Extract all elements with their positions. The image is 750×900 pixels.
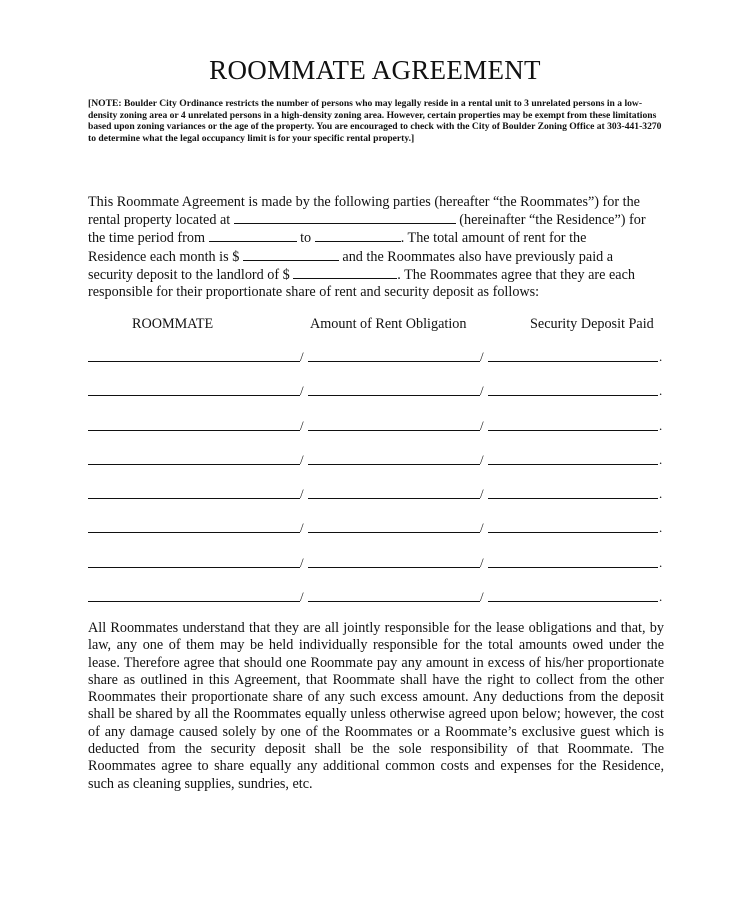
- closing-paragraph: All Roommates understand that they are all jointly responsible for the lease obligations and that, by law, any one of them may be held individually responsible for the total amounts owed under the lease. Therefore agree that should one Roommate pay any amount in excess of his/her proportionate share as outlined in this Agreement, that Roommate shall have the right to collect from the other Roommates their proportionate share of any such excess amount. Any deductions from the deposit shall be shared by all the Roommates equally unless otherwise agreed upon below; however, the cost of any damage caused solely by one of the Roommates or a Roommate’s exclusive guest which is deducted from the security deposit shall be the sole responsibility of that Roommate. The Roommates agree to share equally any additional common costs and expenses for the Residence, such as cleaning supplies, sundries, etc.: [88, 620, 664, 792]
- intro-paragraph: [88, 194, 668, 301]
- row-separator: /: [480, 349, 484, 364]
- security-deposit-field[interactable]: [293, 266, 397, 279]
- row-separator: /: [300, 554, 304, 570]
- row-separator: /: [300, 451, 304, 467]
- deposit-paid-field[interactable]: [488, 601, 658, 602]
- rent-obligation-field[interactable]: [308, 601, 480, 602]
- roommate-name-field[interactable]: [88, 532, 300, 533]
- table-row: [88, 517, 668, 551]
- roommate-name-field[interactable]: [88, 361, 300, 362]
- row-separator: /: [480, 554, 484, 570]
- deposit-paid-field[interactable]: [488, 430, 658, 431]
- row-end-mark: .: [659, 451, 663, 467]
- intro-line-5: [88, 266, 668, 284]
- row-separator: /: [300, 417, 304, 433]
- row-end-mark: .: [659, 486, 663, 502]
- row-separator: /: [480, 451, 484, 467]
- intro-line-4: [88, 248, 668, 266]
- rent-obligation-field[interactable]: [308, 430, 480, 431]
- row-end-mark: .: [659, 589, 663, 605]
- table-row: [88, 552, 668, 586]
- row-separator: /: [300, 486, 304, 502]
- row-separator: /: [300, 383, 304, 399]
- rent-obligation-field[interactable]: [308, 532, 480, 533]
- row-end-mark: .: [659, 383, 663, 399]
- roommate-name-field[interactable]: [88, 498, 300, 499]
- row-separator: /: [480, 417, 484, 433]
- row-separator: /: [300, 589, 304, 605]
- roommate-name-field[interactable]: [88, 567, 300, 568]
- roommate-name-field[interactable]: [88, 464, 300, 465]
- rent-obligation-field[interactable]: [308, 464, 480, 465]
- table-row: [88, 586, 668, 620]
- column-header-rent: Amount of Rent Obligation: [310, 316, 467, 332]
- intro-line-4-start: Residence each month is $: [88, 248, 240, 265]
- intro-line-3-end: . The total amount of rent for the: [400, 230, 587, 247]
- row-end-mark: .: [659, 554, 663, 570]
- table-row: [88, 346, 668, 380]
- intro-line-5-end: . The Roommates agree that they are each: [397, 266, 635, 283]
- deposit-paid-field[interactable]: [488, 464, 658, 465]
- intro-line-6: responsible for their proportionate share of rent and security deposit as follows:: [88, 284, 540, 301]
- intro-line-3: [88, 229, 668, 247]
- intro-line-3-start: the time period from: [88, 230, 206, 247]
- row-separator: /: [300, 349, 304, 364]
- property-address-field[interactable]: [234, 211, 456, 224]
- row-end-mark: .: [659, 520, 663, 536]
- deposit-paid-field[interactable]: [488, 532, 658, 533]
- deposit-paid-field[interactable]: [488, 395, 658, 396]
- table-row: [88, 483, 668, 517]
- intro-line-2-start: rental property located at: [88, 212, 231, 229]
- rent-obligation-field[interactable]: [308, 498, 480, 499]
- row-separator: /: [480, 383, 484, 399]
- deposit-paid-field[interactable]: [488, 567, 658, 568]
- table-row: [88, 449, 668, 483]
- roommate-table: [88, 346, 668, 620]
- period-start-field[interactable]: [209, 229, 297, 242]
- deposit-paid-field[interactable]: [488, 361, 658, 362]
- rent-obligation-field[interactable]: [308, 361, 480, 362]
- row-separator: /: [300, 520, 304, 536]
- roommate-name-field[interactable]: [88, 430, 300, 431]
- row-separator: /: [480, 486, 484, 502]
- rent-obligation-field[interactable]: [308, 395, 480, 396]
- intro-line-4-end: and the Roommates also have previously paid a: [342, 248, 614, 265]
- column-header-roommate: ROOMMATE: [132, 316, 214, 332]
- intro-line-3-to: to: [300, 230, 312, 247]
- intro-line-5-start: security deposit to the landlord of $: [88, 266, 290, 283]
- intro-line-2: [88, 211, 668, 229]
- deposit-paid-field[interactable]: [488, 498, 658, 499]
- document-title: ROOMMATE AGREEMENT: [209, 55, 541, 85]
- rent-obligation-field[interactable]: [308, 567, 480, 568]
- ordinance-note: [NOTE: Boulder City Ordinance restricts the number of persons who may legally reside in a rental unit to 3 unrelated persons in a low-density zoning area or 4 unrelated persons in a high-density zoning area. However, certain properties may be exempt from these limitations based upon zoning variances or the age of the property. You are encouraged to check with the City of Boulder Zoning Office at 303-441-3270 to determine what the legal occupancy limit is for your specific rental property.]: [88, 98, 662, 144]
- roommate-name-field[interactable]: [88, 395, 300, 396]
- row-separator: /: [480, 589, 484, 605]
- row-end-mark: .: [659, 417, 663, 433]
- row-separator: /: [480, 520, 484, 536]
- monthly-rent-field[interactable]: [243, 248, 339, 261]
- roommate-name-field[interactable]: [88, 601, 300, 602]
- intro-line-2-end: (hereinafter “the Residence”) for: [459, 212, 646, 229]
- table-row: [88, 415, 668, 449]
- column-header-deposit: Security Deposit Paid: [530, 316, 654, 332]
- row-end-mark: .: [659, 349, 663, 364]
- table-row: [88, 380, 668, 414]
- intro-line-1: This Roommate Agreement is made by the following parties (hereafter “the Roommates”) for the: [88, 194, 640, 210]
- period-end-field[interactable]: [315, 229, 401, 242]
